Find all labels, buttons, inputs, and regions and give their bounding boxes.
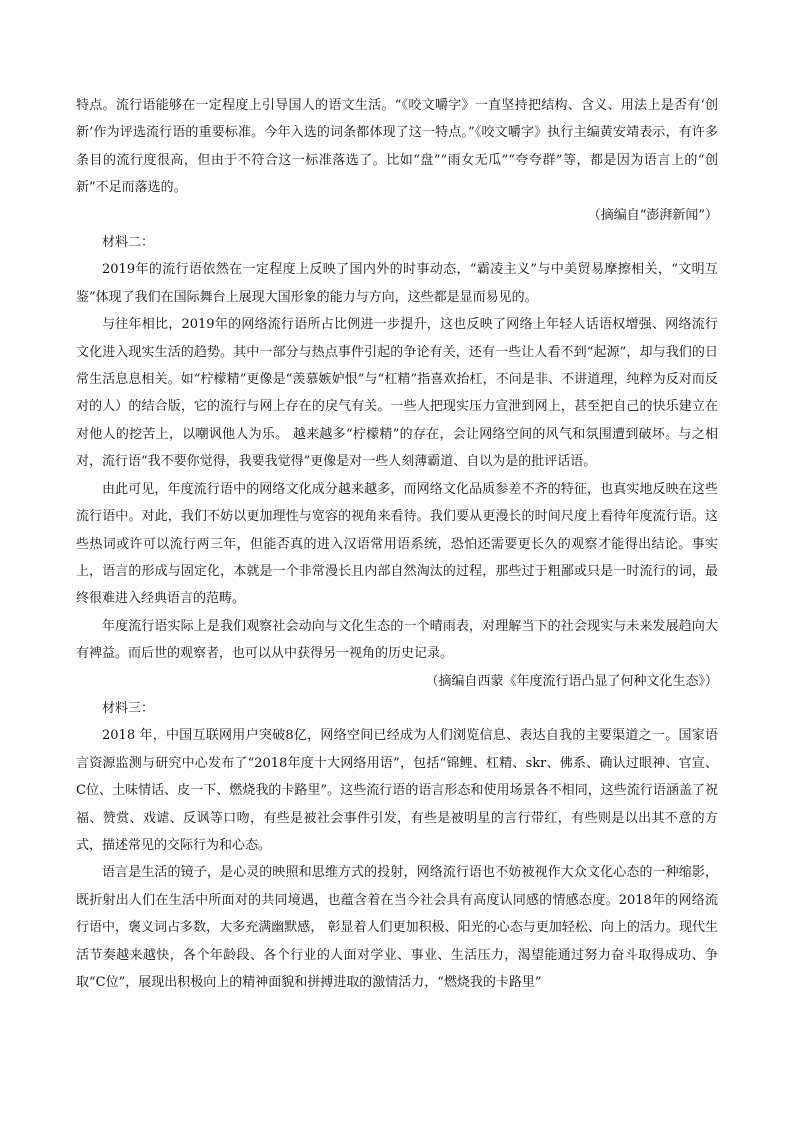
- paragraph-continued: 特点。流行语能够在一定程度上引导国人的语文生活。“《咬文嚼字》一直坚持把结构、含义、用法上是否有‘创新’作为评选流行语的重要标准。今年入选的词条都体现了这一特点。”《咬文嚼字》执行主编黄安靖表示，有许多条目的流行度很高，但由于不符合这一标准落选了。比如“盘”“雨女无瓜”“夸夸群”等，都是因为语言上的“创新”不足而落选的。: [76, 98, 718, 196]
- material-2-paragraph-2: 与往年相比，2019年的网络流行语所占比例进一步提升，这也反映了网络上年轻人话语权增强、网络流行文化进入现实生活的趋势。其中一部分与热点事件引起的争论有关，还有一些让人看不到“起源”，却与我们的日常生活息息相关。如“柠檬精”更像是“羡慕嫉妒恨”与“杠精”指喜欢抬杠，不问是非、不讲道理，纯粹为反对而反对的人）的结合版，它的流行与网上存在的戾气有关。一些人把现实压力宣泄到网上，甚至把自己的快乐建立在对他人的挖苦上，以嘲讽他人为乐。 越来越多“柠檬精”的存在，会让网络空间的风气和氛围遭到破坏。与之相对，流行语“我不要你觉得，我要我觉得”更像是对一些人刻薄霸道、自以为是的批评话语。: [76, 317, 718, 470]
- material-2-paragraph-1: 2019年的流行语依然在一定程度上反映了国内外的时事动态，“霸凌主义”与中美贸易摩擦相关，“文明互鉴”体现了我们在国际舞台上展现大国形象的能力与方向，这些都是显而易见的。: [76, 262, 718, 305]
- material-3-paragraph-2: 语言是生活的镜子，是心灵的映照和思维方式的投射，网络流行语也不妨被视作大众文化心态的一种缩影，既折射出人们在生活中所面对的共同境遇，也蕴含着在当今社会具有高度认同感的情感态度。2018年的网络流行语中，褒义词占多数，大多充满幽默感， 彰显着人们更加积极、阳光的心态与更加轻松、向上的活力。现代生活节奏越来越快，各个年龄段、各个行业的人面对学业、事业、生活压力，渴望能通过努力奋斗取得成功、争取“C位”，展现出积极向上的精神面貌和拼搏进取的激情活力，“燃烧我的卡路里”: [76, 865, 718, 990]
- material-3-paragraph-1: 2018 年，中国互联网用户突破8亿，网络空间已经成为人们浏览信息、表达自我的主要渠道之一。国家语言资源监测与研究中心发布了“2018年度十大网络用语”，包括“锦鲤、杠精、skr、佛系、确认过眼神、官宣、C位、土味情话、皮一下、燃烧我的卡路里”。这些流行语的语言形态和使用场景各不相同，这些流行语涵盖了祝福、赞赏、戏谑、反讽等口吻，有些是被社会事件引发，有些是被明星的言行带红，有些则是以出其不意的方式，描述常见的交际行为和心态。: [76, 728, 718, 853]
- material-2-paragraph-3: 由此可见，年度流行语中的网络文化成分越来越多，而网络文化品质参差不齐的特征，也真实地反映在这些流行语中。对此，我们不妨以更加理性与宽容的视角来看待。我们要从更漫长的时间尺度上看待年度流行语。这些热词或许可以流行两三年，但能否真的进入汉语常用语系统，恐怕还需要更长久的观察才能得出结论。事实上，语言的形成与固定化，本就是一个非常漫长且内部自然淘汰的过程，那些过于粗鄙或只是一时流行的词，最终很难进入经典语言的范畴。: [76, 481, 718, 607]
- material-2-heading: 材料二：: [102, 235, 155, 251]
- material-2-paragraph-4: 年度流行语实际上是我们观察社会动向与文化生态的一个晴雨表，对理解当下的社会现实与未来发展趋向大有裨益。而后世的观察者，也可以从中获得另一视角的历史记录。: [76, 618, 718, 662]
- document-body: [76, 92, 718, 996]
- material-3-heading: 材料三：: [102, 700, 155, 716]
- source-note-1: （摘编自“澎湃新闻”）: [587, 207, 718, 223]
- source-note-2: （摘编自西蒙《年度流行语凸显了何种文化生态》）: [425, 673, 718, 689]
